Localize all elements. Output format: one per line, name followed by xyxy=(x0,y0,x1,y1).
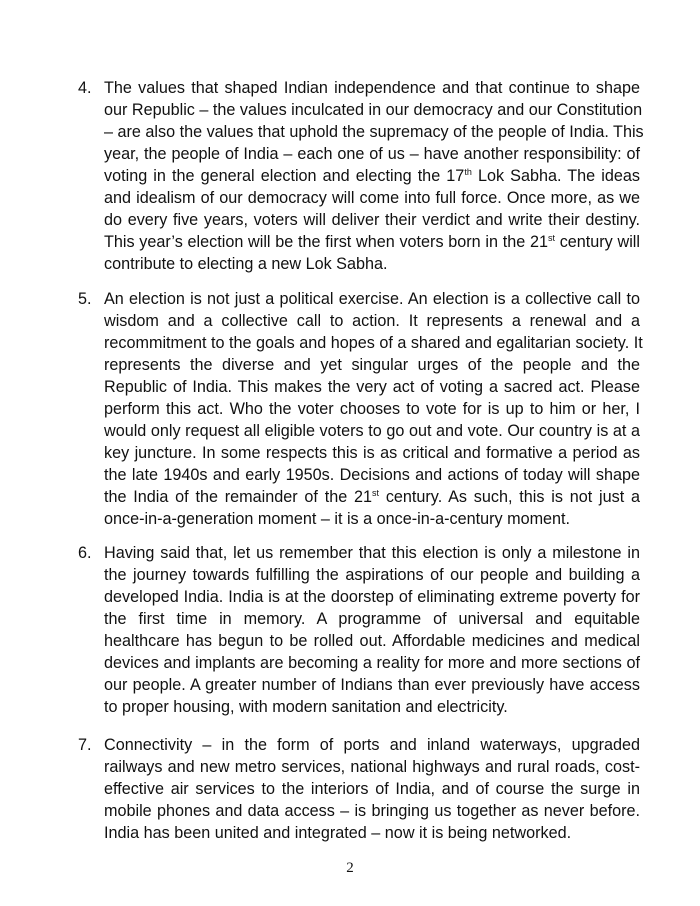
page-number: 2 xyxy=(346,860,354,876)
text-line: This year’s election will be the first when voters born in the 21st century will xyxy=(104,233,640,251)
text-line: our Republic – the values inculcated in our democracy and our Constitution xyxy=(104,101,643,119)
text-line: Republic of India. This makes the very act of voting a sacred act. Please xyxy=(104,378,640,396)
text-line: – are also the values that uphold the supremacy of the people of India. This xyxy=(104,123,644,141)
text-line: represents the diverse and yet singular urges of the people and the xyxy=(104,356,640,374)
text-line: do every five years, voters will deliver their verdict and write their destiny. xyxy=(104,211,640,229)
text-line: year, the people of India – each one of us – have another responsibility: of xyxy=(104,145,640,163)
text-line: railways and new metro services, national highways and rural roads, cost- xyxy=(104,758,640,776)
paragraph-number: 5. xyxy=(78,290,92,308)
ordinal-superscript: st xyxy=(547,233,555,243)
text-line: healthcare has begun to be rolled out. Affordable medicines and medical xyxy=(104,632,640,650)
text-line: Having said that, let us remember that this election is only a milestone in xyxy=(104,544,640,562)
paragraph-number: 4. xyxy=(78,79,92,97)
text-line: devices and implants are becoming a reality for more and more sections of xyxy=(104,654,640,672)
text-line: mobile phones and data access – is bringing us together as never before. xyxy=(104,802,640,820)
ordinal-superscript: th xyxy=(464,167,472,177)
text-line: would only request all eligible voters to go out and vote. Our country is at a xyxy=(104,422,640,440)
paragraph-text xyxy=(104,542,640,718)
text-line: An election is not just a political exercise. An election is a collective call to xyxy=(104,290,640,308)
paragraph-number: 6. xyxy=(78,544,92,562)
text-line: our people. A greater number of Indians than ever previously have access xyxy=(104,676,640,694)
text-line: the first time in memory. A programme of universal and equitable xyxy=(104,610,640,628)
text-line: Connectivity – in the form of ports and inland waterways, upgraded xyxy=(104,736,640,754)
text-line: perform this act. Who the voter chooses to vote for is up to him or her, I xyxy=(104,400,640,418)
text-line: once-in-a-generation moment – it is a once-in-a-century moment. xyxy=(104,510,571,528)
text-line: the India of the remainder of the 21st century. As such, this is not just a xyxy=(104,488,640,506)
text-line: contribute to electing a new Lok Sabha. xyxy=(104,255,388,273)
ordinal-superscript: st xyxy=(372,488,380,498)
text-line: wisdom and a collective call to action. It represents a renewal and a xyxy=(104,312,640,330)
text-line: the journey towards fulfilling the aspirations of our people and building a xyxy=(104,566,640,584)
text-line: The values that shaped Indian independence and that continue to shape xyxy=(104,79,640,97)
text-line: effective air services to the interiors of India, and of course the surge in xyxy=(104,780,640,798)
text-line: and idealism of our democracy will come into full force. Once more, as we xyxy=(104,189,640,207)
text-line: India has been united and integrated – now it is being networked. xyxy=(104,824,572,842)
paragraph-number: 7. xyxy=(78,736,92,754)
text-line: recommitment to the goals and hopes of a shared and egalitarian society. It xyxy=(104,334,643,352)
paragraph-text xyxy=(104,734,640,844)
paragraph-text xyxy=(104,288,643,530)
text-line: voting in the general election and electing the 17th Lok Sabha. The ideas xyxy=(104,167,640,185)
text-line: key juncture. In some respects this is as critical and formative a period as xyxy=(104,444,640,462)
paragraph-text xyxy=(104,77,644,275)
text-line: developed India. India is at the doorstep of eliminating extreme poverty for xyxy=(104,588,640,606)
text-line: the late 1940s and early 1950s. Decisions and actions of today will shape xyxy=(104,466,640,484)
text-line: to proper housing, with modern sanitation and electricity. xyxy=(104,698,508,716)
